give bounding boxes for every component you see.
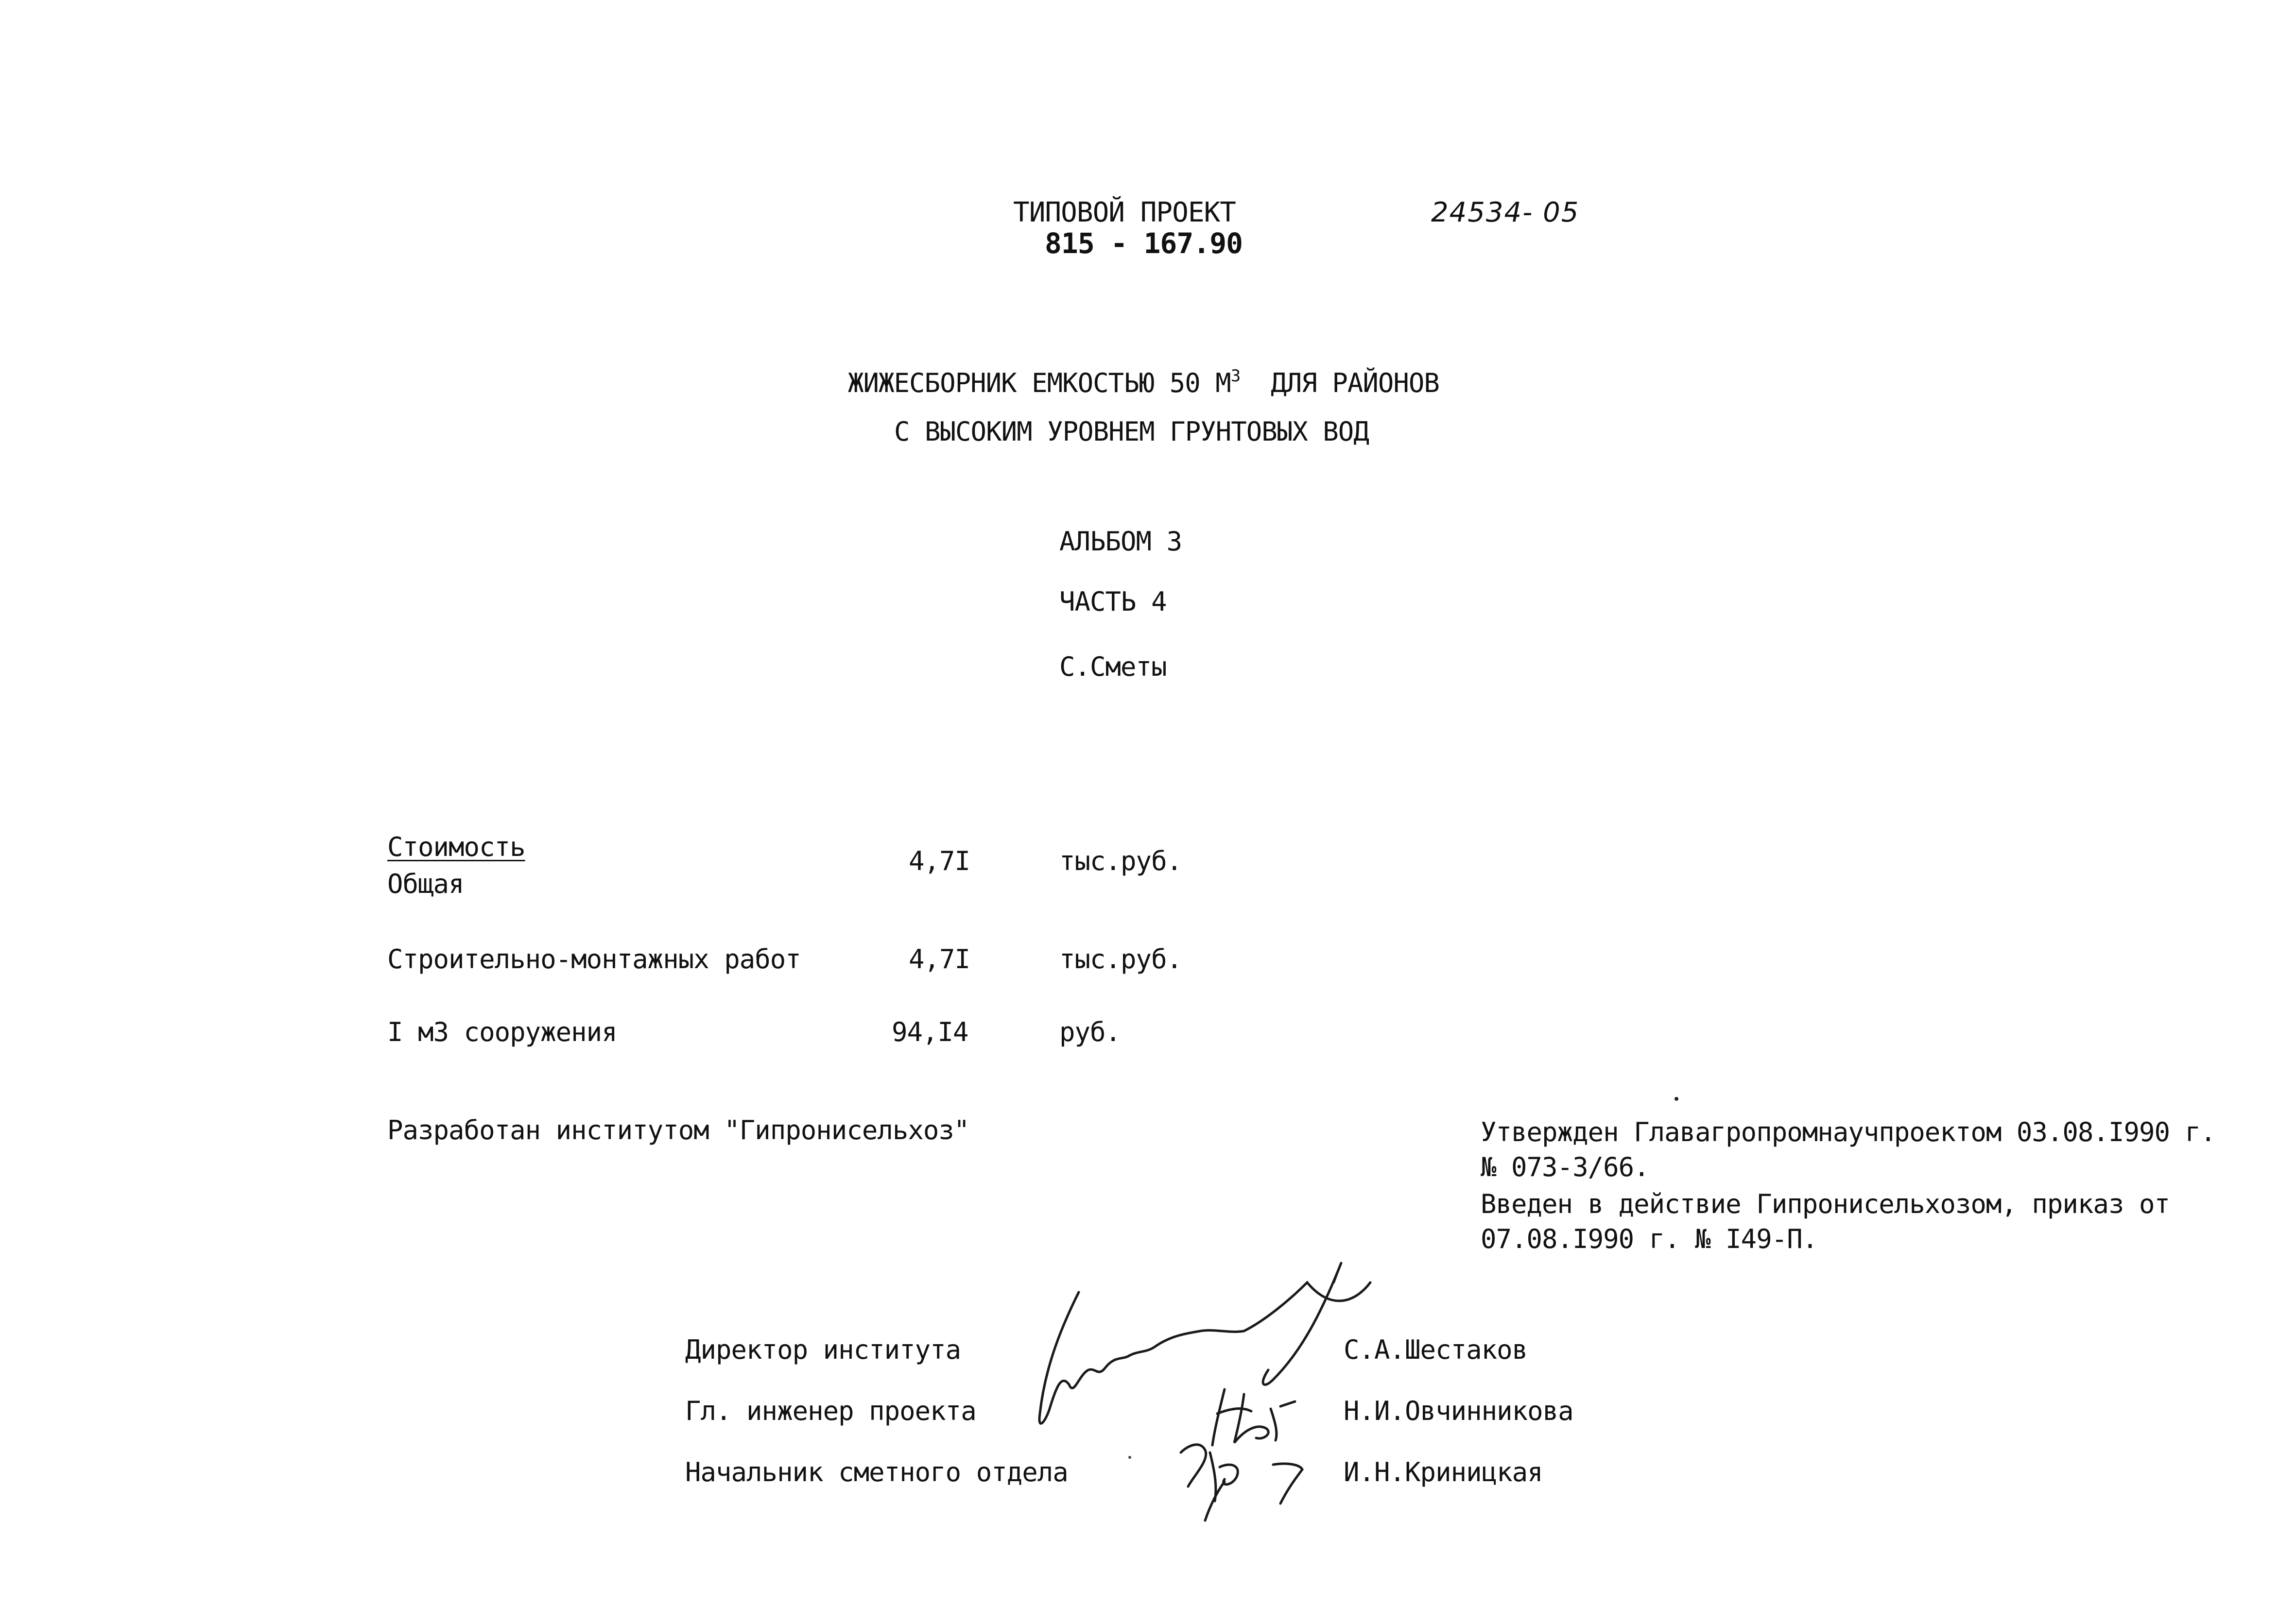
title-superscript: 3 <box>1230 366 1241 386</box>
project-number: 815 - 167.90 <box>1045 227 1243 260</box>
approval-line2: № 073-3/66. <box>1481 1152 1649 1182</box>
album-label: АЛЬБОМ 3 <box>1059 526 1182 557</box>
cost-unit-total: тыс.руб. <box>1059 846 1182 876</box>
section-label: С.Сметы <box>1059 651 1167 682</box>
signatory-position-estimates-head: Начальник сметного отдела <box>685 1457 1068 1487</box>
cost-label-per-m3: I м3 сооружения <box>387 1017 617 1047</box>
signatory-name-chief-engineer: Н.И.Овчинникова <box>1344 1396 1573 1426</box>
project-label: ТИПОВОЙ ПРОЕКТ <box>1013 197 1236 228</box>
cost-value-construction: 4,7I <box>909 944 970 974</box>
cost-label-construction: Строительно-монтажных работ <box>387 944 801 974</box>
signatory-name-director: С.А.Шестаков <box>1344 1334 1528 1365</box>
cost-value-per-m3: 94,I4 <box>892 1017 968 1047</box>
cost-unit-per-m3: руб. <box>1059 1017 1121 1047</box>
signatory-name-estimates-head: И.Н.Криницкая <box>1344 1457 1543 1487</box>
signatory-position-chief-engineer: Гл. инженер проекта <box>685 1396 976 1426</box>
title-suffix: ДЛЯ РАЙОНОВ <box>1271 368 1439 398</box>
cost-heading: Стоимость <box>387 832 525 862</box>
cost-value-total: 4,7I <box>909 846 970 876</box>
developer-note: Разработан институтом "Гипронисельхоз" <box>387 1115 969 1145</box>
signatory-position-director: Директор института <box>685 1334 961 1365</box>
title-prefix: ЖИЖЕСБОРНИК ЕМКОСТЬЮ 50 М <box>848 368 1231 398</box>
part-label: ЧАСТЬ 4 <box>1059 586 1167 617</box>
cost-unit-construction: тыс.руб. <box>1059 944 1182 974</box>
approval-line1: Утвержден Главагропромнаучпроектом 03.08.I990 г. <box>1481 1117 2216 1147</box>
document-title-line2: С ВЫСОКИМ УРОВНЕМ ГРУНТОВЫХ ВОД <box>894 416 1369 447</box>
approval-line4: 07.08.I990 г. № I49-П. <box>1481 1224 1818 1254</box>
inventory-number: 24534- 05 <box>1431 197 1580 228</box>
cost-label-total: Общая <box>387 869 464 899</box>
approval-line3: Введен в действие Гипронисельхозом, приказ от <box>1481 1189 2170 1219</box>
